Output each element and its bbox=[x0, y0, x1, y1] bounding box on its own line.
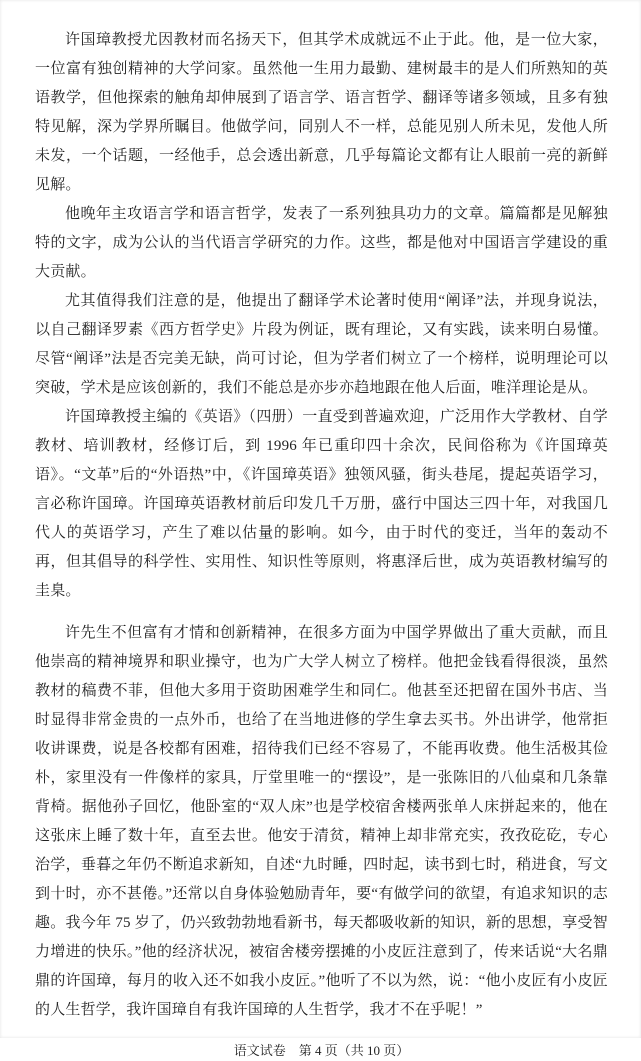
paragraph-4: 许国璋教授主编的《英语》（四册）一直受到普遍欢迎，广泛用作大学教材、自学教材、培训教材，经修订后，到 1996 年已重印四十余次，民间俗称为《许国璋英语》。“文革”后的“外语热”中，《许国璋英语》独领风骚，街头巷尾，提起英语学习，言必称许国璋。许国璋英语教材前后印发几千万册，盛行中国达三四十年，对我国几代人的英语学习，产生了难以估量的影响。如今，由于时代的变迁，当年的轰动不再，但其倡导的科学性、实用性、知识性等原则，将惠泽后世，成为英语教材编写的圭臬。 bbox=[35, 409, 608, 599]
paragraph-1: 许国璋教授尤因教材而名扬天下，但其学术成就远不止于此。他，是一位大家，一位富有独创精神的大学问家。虽然他一生用力最勤、建树最丰的是人们所熟知的英语教学，但他探索的触角却伸展到了语言学、语言哲学、翻译等诸多领域，且多有独特见解，深为学界所瞩目。他做学问，同别人不一样，总能见别人所未见，发他人所未发，一个话题，一经他手，总会透出新意，几乎每篇论文都有让人眼前一亮的新鲜见解。 bbox=[35, 32, 608, 193]
paragraph-5: 许先生不但富有才情和创新精神，在很多方面为中国学界做出了重大贡献，而且他崇高的精神境界和职业操守，也为广大学人树立了榜样。他把金钱看得很淡，虽然教材的稿费不菲，但他大多用于资助困难学生和同仁。他甚至还把留在国外书店、当时显得非常金贵的一点外币，也给了在当地进修的学生拿去买书。外出讲学，他常拒收讲课费，说是各校都有困难，招待我们已经不容易了，不能再收费。他生活极其俭朴，家里没有一件像样的家具，厅堂里唯一的“摆设”，是一张陈旧的八仙桌和几条靠背椅。据他孙子回忆，他卧室的“双人床”也是学校宿舍楼两张单人床拼起来的，他在这张床上睡了数十年，直至去世。他安于清贫，精神上却非常充实，孜孜矻矻，专心治学，垂暮之年仍不断追求新知，自述“九时睡，四时起，读书到七时，稍进食，写文到十时，亦不甚倦。”还常以自身体验勉励青年，要“有做学问的欲望，有追求知识的志趣。我今年 75 岁了，仍兴致勃勃地看新书，每天都吸收新的知识，新的思想，享受智力增进的快乐。”他的经济状况，被宿舍楼旁摆摊的小皮匠注意到了，传来话说“大名鼎鼎的许国璋，每月的收入还不如我小皮匠。”他听了不以为然，说：“他小皮匠有小皮匠的人生哲学，我许国璋自有我许国璋的人生哲学，我才不在乎呢！” bbox=[35, 625, 608, 1018]
essay-body bbox=[35, 26, 608, 1025]
page-footer: 语文试卷 第 4 页（共 10 页） bbox=[233, 1043, 410, 1058]
paragraph-2: 他晚年主攻语言学和语言哲学，发表了一系列独具功力的文章。篇篇都是见解独特的文字，成为公认的当代语言学研究的力作。这些，都是他对中国语言学建设的重大贡献。 bbox=[35, 206, 608, 280]
paragraph-3: 尤其值得我们注意的是，他提出了翻译学术论著时使用“阐译”法，并现身说法，以自己翻译罗素《西方哲学史》片段为例证，既有理论，又有实践，读来明白易懂。尽管“阐译”法是否完美无缺，尚可讨论，但为学者们树立了一个榜样，说明理论可以突破，学术是应该创新的，我们不能总是亦步亦趋地跟在他人后面，唯洋理论是从。 bbox=[35, 293, 608, 396]
